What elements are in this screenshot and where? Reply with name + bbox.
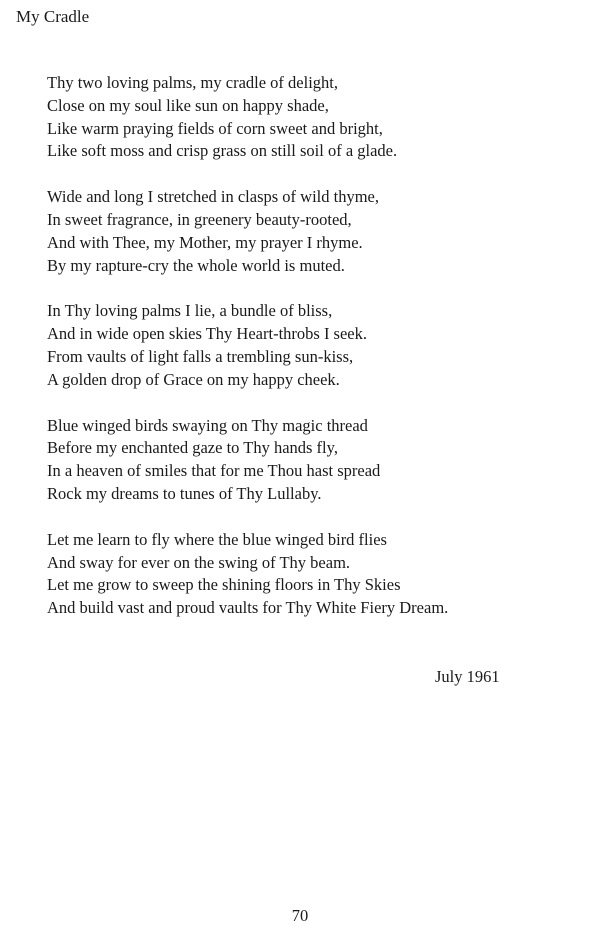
poem-line: Wide and long I stretched in clasps of wild thyme, xyxy=(47,187,380,207)
stanza-4 xyxy=(47,415,567,506)
poem-line: And in wide open skies Thy Heart-throbs I seek. xyxy=(47,324,368,344)
poem-line: In Thy loving palms I lie, a bundle of bliss, xyxy=(47,301,333,321)
poem-line: And with Thee, my Mother, my prayer I rhyme. xyxy=(47,232,363,252)
poem-line: By my rapture-cry the whole world is muted. xyxy=(47,255,345,275)
page-title: My Cradle xyxy=(16,7,90,26)
poem-line: Like soft moss and crisp grass on still soil of a glade. xyxy=(47,141,398,161)
poem-line: From vaults of light falls a trembling sun-kiss, xyxy=(47,346,354,366)
poem-line: Let me grow to sweep the shining floors in Thy Skies xyxy=(47,575,401,595)
poem-body xyxy=(47,72,567,643)
stanza-1 xyxy=(47,72,567,163)
poem-line: Let me learn to fly where the blue winged bird flies xyxy=(47,529,387,549)
poem-line: In a heaven of smiles that for me Thou hast spread xyxy=(47,461,381,481)
poem-line: Like warm praying fields of corn sweet and bright, xyxy=(47,118,383,138)
poem-line: Thy two loving palms, my cradle of delight, xyxy=(47,73,338,92)
poem-line: And build vast and proud vaults for Thy White Fiery Dream. xyxy=(47,598,449,618)
poem-line: Before my enchanted gaze to Thy hands fly, xyxy=(47,438,338,458)
page-number: 70 xyxy=(291,906,309,925)
poem-line: And sway for ever on the swing of Thy beam. xyxy=(47,552,351,572)
poem-line: Close on my soul like sun on happy shade, xyxy=(47,95,329,115)
stanza-3 xyxy=(47,300,567,391)
poem-line: Rock my dreams to tunes of Thy Lullaby. xyxy=(47,483,322,503)
poem-line: Blue winged birds swaying on Thy magic thread xyxy=(47,415,368,435)
poem-line: A golden drop of Grace on my happy cheek. xyxy=(47,369,340,389)
poem-line: In sweet fragrance, in greenery beauty-rooted, xyxy=(47,209,352,229)
stanza-2 xyxy=(47,186,567,277)
poem-date: July 1961 xyxy=(435,667,500,686)
stanza-5 xyxy=(47,529,567,620)
